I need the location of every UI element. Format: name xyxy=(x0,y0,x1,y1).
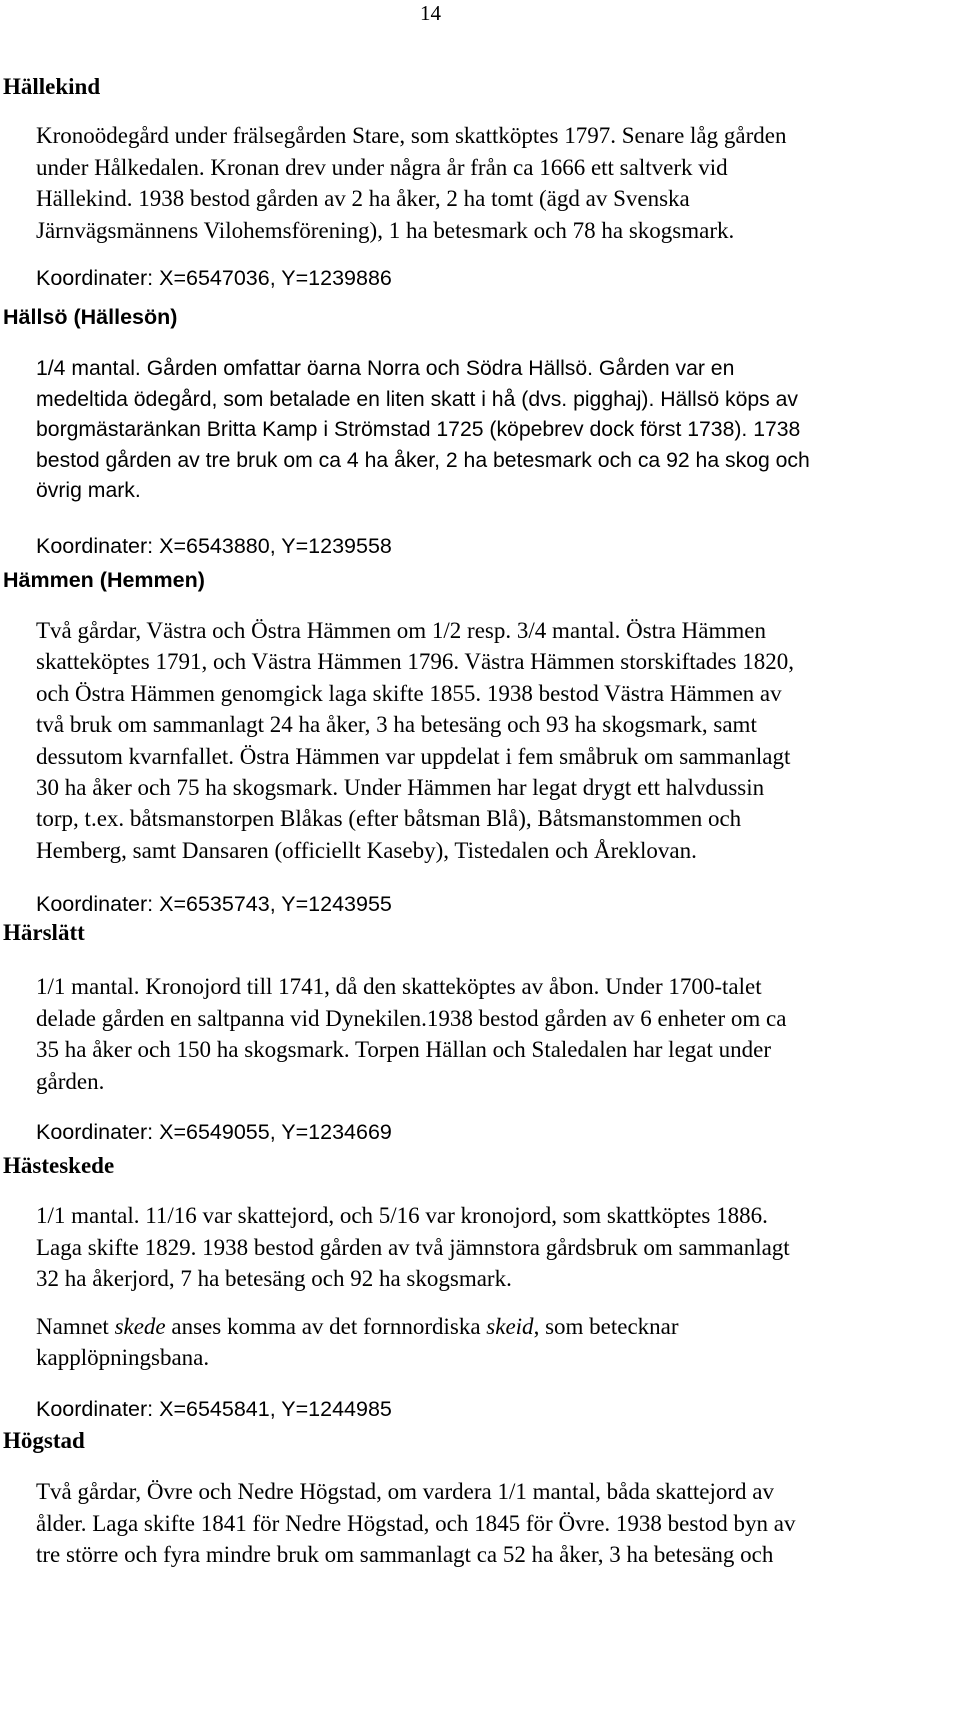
body-line: Laga skifte 1829. 1938 bestod gården av två jämnstora gårdsbruk om sammanlagt xyxy=(36,1234,790,1260)
body-line: bestod gården av tre bruk om ca 4 ha åker, 2 ha betesmark och ca 92 ha skog och xyxy=(36,448,810,472)
body-line: 32 ha åkerjord, 7 ha betesäng och 92 ha skogsmark. xyxy=(36,1266,512,1291)
body-line: delade gården en saltpanna vid Dynekilen.1938 bestod gården av 6 enheter om ca xyxy=(36,1005,787,1031)
body-line: skatteköptes 1791, och Västra Hämmen 1796. Västra Hämmen storskiftades 1820, xyxy=(36,649,795,675)
body-line: 1/1 mantal. Kronojord till 1741, då den skatteköptes av åbon. Under 1700-talet xyxy=(36,974,762,999)
note-term: skede xyxy=(114,1313,166,1339)
body-line: 30 ha åker och 75 ha skogsmark. Under Hämmen har legat drygt ett halvdussin xyxy=(36,775,765,801)
body-line: 1/4 mantal. Gården omfattar öarna Norra och Södra Hällsö. Gården var en xyxy=(36,357,735,380)
body-line: Två gårdar, Övre och Nedre Högstad, om vardera 1/1 mantal, båda skattejord av xyxy=(36,1479,774,1504)
body-line: Två gårdar, Västra och Östra Hämmen om 1/2 resp. 3/4 mantal. Östra Hämmen xyxy=(36,618,766,643)
entry-body xyxy=(0,971,936,1097)
entry-heading: Härslätt xyxy=(3,920,85,945)
body-line: 35 ha åker och 150 ha skogsmark. Torpen Hällan och Staledalen har legat under xyxy=(36,1037,772,1062)
note-text: anses komma av det fornnordiska xyxy=(165,1313,487,1339)
body-line: Kronoödegård under frälsegården Stare, som skattköptes 1797. Senare låg gården xyxy=(36,123,787,148)
body-line: under Hålkedalen. Kronan drev under några år från ca 1666 ett saltverk vid xyxy=(36,154,728,180)
entry-heading: Hällekind xyxy=(3,74,101,99)
note-line xyxy=(36,1311,936,1343)
body-line: två bruk om sammanlagt 24 ha åker, 3 ha betesäng och 93 ha skogsmark, samt xyxy=(36,712,757,738)
entry-hasteskede xyxy=(0,1151,936,1424)
entry-hammen xyxy=(0,565,936,919)
entry-body xyxy=(0,354,936,507)
body-line: 1/1 mantal. 11/16 var skattejord, och 5/16 var kronojord, som skattköptes 1886. xyxy=(36,1203,768,1228)
entry-heading: Hämmen (Hemmen) xyxy=(3,568,205,592)
entry-body xyxy=(0,615,936,866)
entry-body xyxy=(0,1200,936,1295)
coordinates: Koordinater: X=6547036, Y=1239886 xyxy=(36,266,392,290)
page-number-text: 14 xyxy=(420,1,441,25)
note-text: Namnet xyxy=(36,1313,115,1339)
coordinates: Koordinater: X=6535743, Y=1243955 xyxy=(36,892,392,917)
body-line: dessutom kvarnfallet. Östra Hämmen var uppdelat i fem småbruk om sammanlagt xyxy=(36,743,791,769)
entry-heading: Högstad xyxy=(3,1428,85,1453)
coordinates: Koordinater: X=6545841, Y=1244985 xyxy=(36,1396,392,1421)
coordinates: Koordinater: X=6543880, Y=1239558 xyxy=(36,533,392,558)
body-line: tre större och fyra mindre bruk om sammanlagt ca 52 ha åker, 3 ha betesäng och xyxy=(36,1542,774,1567)
entry-hogstad xyxy=(0,1426,936,1571)
body-line: Hemberg, samt Dansaren (officiellt Kaseby), Tistedalen och Åreklovan. xyxy=(36,837,697,863)
entry-body xyxy=(0,120,936,246)
body-line: Järnvägsmännens Vilohemsförening), 1 ha betesmark och 78 ha skogsmark. xyxy=(36,217,735,243)
coordinates: Koordinater: X=6549055, Y=1234669 xyxy=(36,1120,392,1144)
entry-heading: Hästeskede xyxy=(3,1153,115,1178)
body-line: Hällekind. 1938 bestod gården av 2 ha åker, 2 ha tomt (ägd av Svenska xyxy=(36,186,690,211)
entry-hallekind xyxy=(0,72,936,293)
entry-harslatt xyxy=(0,918,936,1147)
body-line: torp, t.ex. båtsmanstorpen Blåkas (efter båtsman Blå), Båtsmanstommen och xyxy=(36,806,742,832)
note-text: , som betecknar xyxy=(533,1313,679,1339)
body-line: ålder. Laga skifte 1841 för Nedre Högstad, och 1845 för Övre. 1938 bestod byn av xyxy=(36,1510,796,1536)
note-term: skeid xyxy=(486,1313,534,1339)
body-line: medeltida ödegård, som betalade en liten skatt i hå (dvs. pigghaj). Hällsö köps av xyxy=(36,387,799,411)
note-line: kapplöpningsbana. xyxy=(36,1345,210,1370)
entry-body xyxy=(0,1476,936,1571)
name-note xyxy=(0,1311,936,1374)
body-line: gården. xyxy=(36,1068,105,1094)
body-line: och Östra Hämmen genomgick laga skifte 1855. 1938 bestod Västra Hämmen av xyxy=(36,680,782,706)
entry-heading: Hällsö (Hällesön) xyxy=(3,305,178,329)
body-line: borgmästaränkan Britta Kamp i Strömstad 1725 (köpebrev dock först 1738). 1738 xyxy=(36,418,801,441)
entry-hallso xyxy=(0,302,936,561)
body-line: övrig mark. xyxy=(36,479,141,502)
